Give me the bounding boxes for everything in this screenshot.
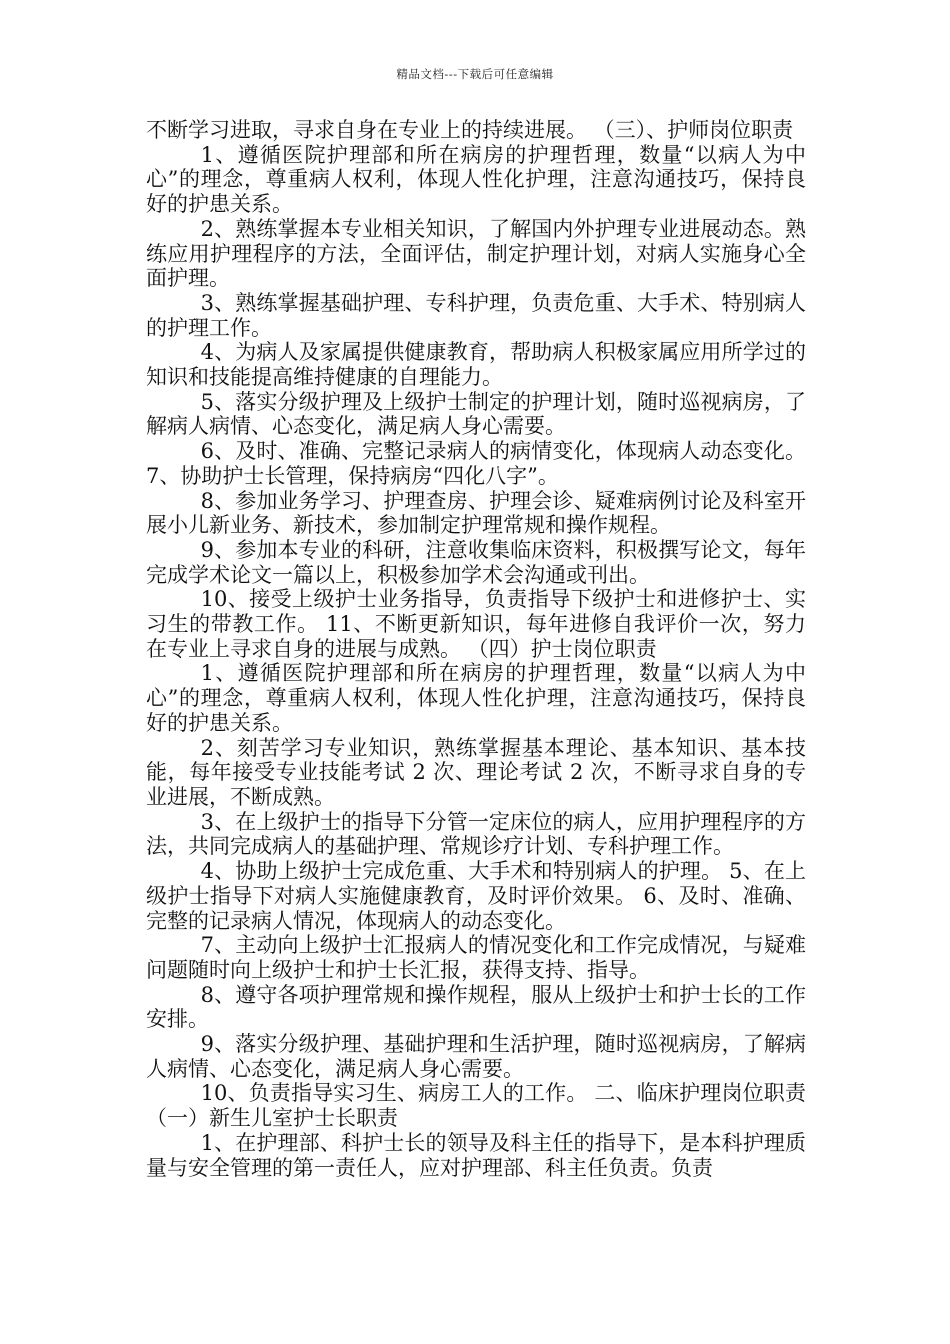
paragraph: 9、落实分级护理、基础护理和生活护理，随时巡视病房，了解病人病情、心态变化，满足病人身心需要。: [146, 1032, 806, 1081]
paragraph: 2、刻苦学习专业知识，熟练掌握基本理论、基本知识、基本技能，每年接受专业技能考试 2 次、理论考试 2 次，不断寻求自身的专业进展，不断成熟。: [146, 735, 806, 809]
paragraph: 10、接受上级护士业务指导，负责指导下级护士和进修护士、实习生的带教工作。 11、不断更新知识，每年进修自我评价一次，努力在专业上寻求自身的进展与成熟。 （四）护士岗位职责: [146, 587, 806, 661]
paragraph: 5、落实分级护理及上级护士制定的护理计划，随时巡视病房，了解病人病情、心态变化，满足病人身心需要。: [146, 389, 806, 439]
paragraph: 2、熟练掌握本专业相关知识，了解国内外护理专业进展动态。熟练应用护理程序的方法，全面评估，制定护理计划，对病人实施身心全面护理。: [146, 216, 806, 291]
paragraph: 8、遵守各项护理常规和操作规程，服从上级护士和护士长的工作安排。: [146, 982, 806, 1032]
page-header: 精品文档---下载后可任意编辑: [396, 67, 554, 81]
paragraph: 9、参加本专业的科研，注意收集临床资料，积极撰写论文，每年完成学术论文一篇以上，积极参加学术会沟通或刊出。: [146, 537, 806, 587]
paragraph: 1、遵循医院护理部和所在病房的护理哲理，数量“以病人为中心”的理念，尊重病人权利，体现人性化护理，注意沟通技巧，保持良好的护患关系。: [146, 142, 806, 217]
paragraph: 3、熟练掌握基础护理、专科护理，负责危重、大手术、特别病人的护理工作。: [146, 290, 806, 340]
paragraph: 10、负责指导实习生、病房工人的工作。 二、临床护理岗位职责 （一）新生儿室护士长职责: [146, 1081, 806, 1131]
paragraph: 1、在护理部、科护士长的领导及科主任的指导下，是本科护理质量与安全管理的第一责任人，应对护理部、科主任负责。负责: [146, 1130, 806, 1180]
paragraph: 8、参加业务学习、护理查房、护理会诊、疑难病例讨论及科室开展小儿新业务、新技术，参加制定护理常规和操作规程。: [146, 488, 806, 538]
paragraph: 4、为病人及家属提供健康教育，帮助病人积极家属应用所学过的知识和技能提高维持健康的自理能力。: [146, 340, 806, 390]
paragraph: 4、协助上级护士完成危重、大手术和特别病人的护理。 5、在上级护士指导下对病人实施健康教育，及时评价效果。 6、及时、准确、完整的记录病人情况，体现病人的动态变化。: [146, 859, 806, 933]
document-body: [146, 118, 806, 1180]
paragraph: 1、遵循医院护理部和所在病房的护理哲理，数量“以病人为中心”的理念，尊重病人权利，体现人性化护理，注意沟通技巧，保持良好的护患关系。: [146, 661, 806, 735]
paragraph: 6、及时、准确、完整记录病人的病情变化，体现病人动态变化。 7、协助护士长管理，保持病房“四化八字”。: [146, 439, 806, 488]
paragraph: 不断学习进取，寻求自身在专业上的持续进展。 （三）、护师岗位职责: [146, 118, 794, 142]
paragraph: 7、主动向上级护士汇报病人的情况变化和工作完成情况，与疑难问题随时向上级护士和护士长汇报，获得支持、指导。: [146, 933, 806, 982]
paragraph: 3、在上级护士的指导下分管一定床位的病人，应用护理程序的方法，共同完成病人的基础护理、常规诊疗计划、专科护理工作。: [146, 809, 806, 859]
